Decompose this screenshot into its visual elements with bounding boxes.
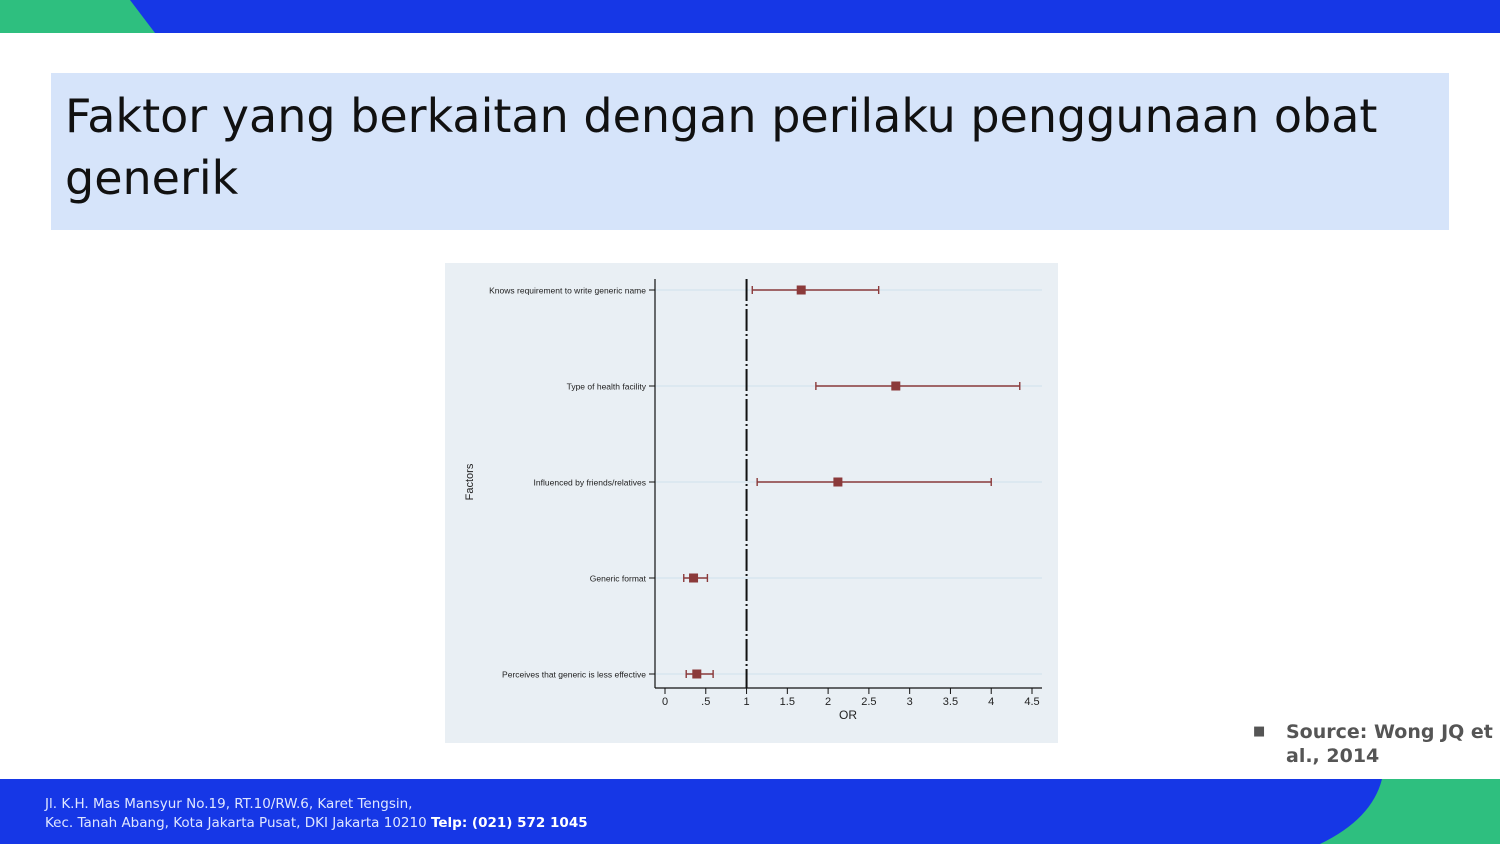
- or-point-marker: [833, 478, 842, 487]
- title-band: [51, 73, 1449, 230]
- or-point-marker: [692, 670, 701, 679]
- factor-label: Influenced by friends/relatives: [533, 477, 646, 488]
- factor-label: Type of health facility: [566, 381, 646, 392]
- x-tick-label: 2: [825, 696, 832, 708]
- or-point-marker: [689, 574, 698, 583]
- slide-title: Faktor yang berkaitan dengan perilaku penggunaan obat generik: [65, 89, 1378, 205]
- or-point-marker: [891, 382, 900, 391]
- bullet-square-icon: ■: [1253, 724, 1266, 739]
- factor-label: Perceives that generic is less effective: [502, 669, 646, 680]
- footer-phone: Telp: (021) 572 1045: [430, 815, 588, 831]
- footer-address-line1: Jl. K.H. Mas Mansyur No.19, RT.10/RW.6, Karet Tengsin,: [45, 796, 413, 812]
- footer-address: [45, 795, 588, 833]
- x-tick-label: .5: [701, 696, 711, 708]
- or-point-marker: [797, 286, 806, 295]
- factor-label: Generic format: [589, 573, 646, 584]
- top-header-bar: [0, 0, 1500, 33]
- x-tick-label: 4.5: [1024, 696, 1040, 708]
- source-text: Source: Wong JQ et al., 2014: [1286, 721, 1493, 767]
- x-tick-label: 4: [988, 696, 995, 708]
- factor-label: Knows requirement to write generic name: [489, 285, 646, 296]
- forest-plot-panel: [445, 263, 1058, 743]
- x-tick-label: 2.5: [861, 696, 877, 708]
- x-axis-label: OR: [839, 708, 857, 722]
- x-tick-label: 3: [906, 696, 913, 708]
- x-tick-label: 0: [661, 696, 669, 708]
- x-tick-label: 1: [743, 696, 750, 708]
- x-tick-label: 1.5: [779, 696, 795, 708]
- x-tick-label: 3.5: [942, 696, 959, 708]
- forest-plot: [445, 263, 1058, 743]
- y-axis-label: Factors: [464, 463, 476, 501]
- footer-address-line2: [45, 814, 588, 833]
- footer-address-line2-text: Kec. Tanah Abang, Kota Jakarta Pusat, DKI Jakarta 10210: [45, 815, 427, 831]
